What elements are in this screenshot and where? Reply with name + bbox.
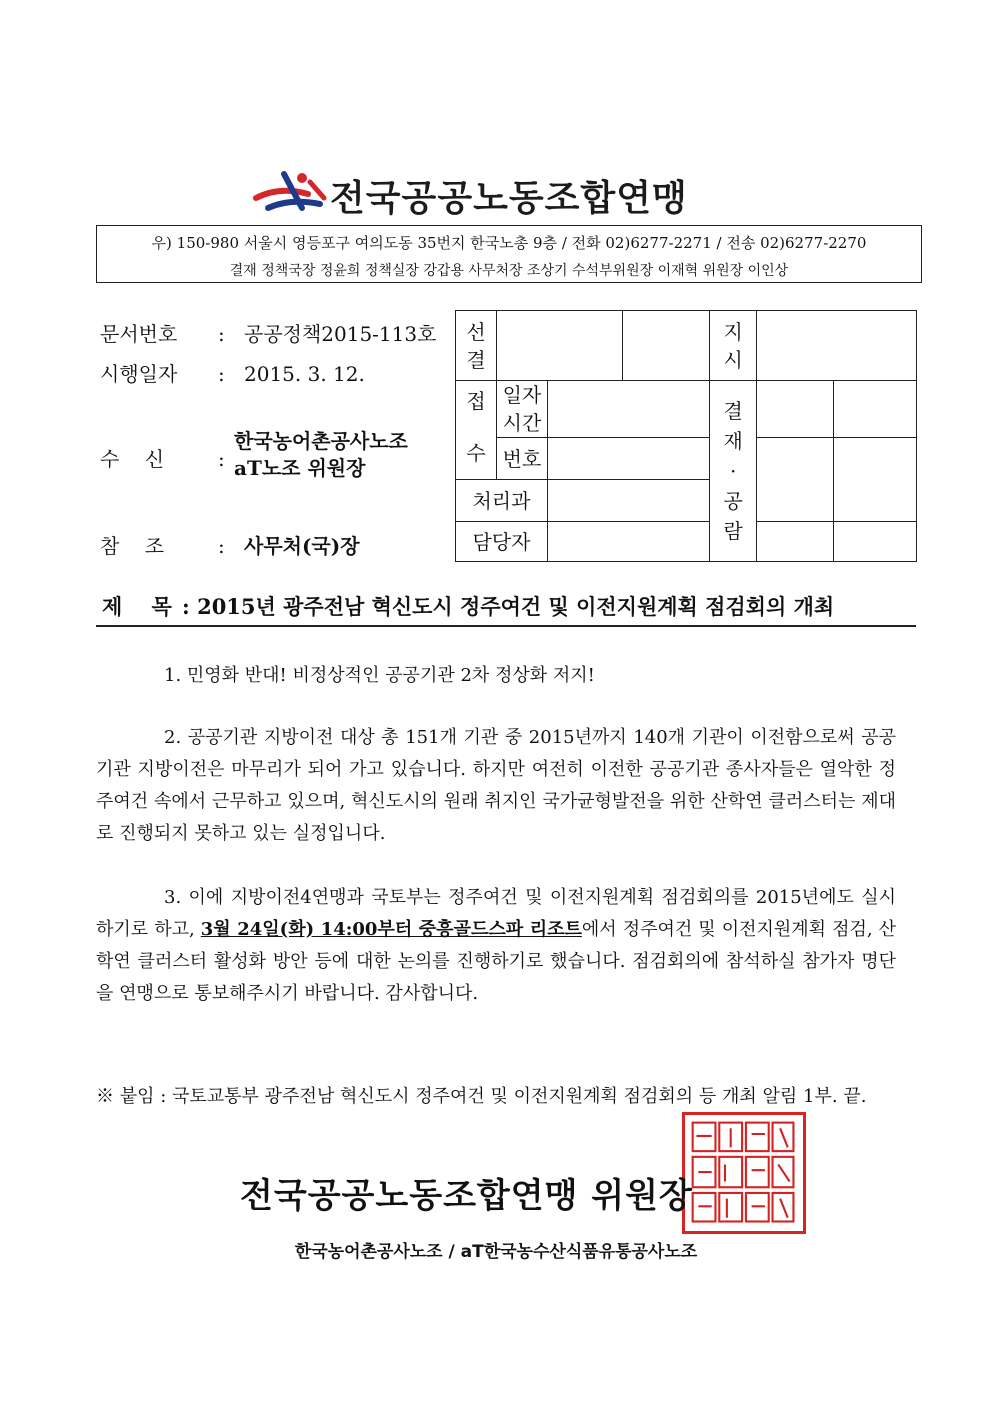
- org-logo: [250, 168, 750, 218]
- blank-cell: [834, 438, 917, 522]
- colon: :: [218, 534, 225, 558]
- reference-value: 사무처(국)장: [244, 534, 360, 558]
- blank-cell: [497, 311, 622, 381]
- blank-cell: [756, 438, 833, 522]
- approval-table: [455, 310, 917, 562]
- body-paragraph-3-start: 3. 이에 지방이전4연맹과 국토부는 정주여건 및 이전지원계획 점검회의를 2015년에도 실시하기로 하고,: [96, 887, 896, 940]
- blank-cell: [834, 522, 917, 562]
- dept-label-cell: 처리과: [456, 480, 548, 522]
- org-name-logo-text: 전국공공노동조합연맹: [330, 178, 688, 219]
- recipient-label: 수 신: [100, 447, 165, 471]
- recipient-row: [100, 443, 244, 472]
- attachment-note: ※ 붙임 : 국토교통부 광주전남 혁신도시 정주여건 및 이전지원계획 점검회의 등 개최 알림 1부. 끝.: [96, 1086, 867, 1107]
- gyeoljae-gongram-cell: 결 재 · 공 람: [710, 381, 756, 562]
- body-paragraph-1: 1. 민영화 반대! 비정상적인 공공기관 2차 정상화 저지!: [164, 665, 595, 686]
- doc-number-value: 공공정책2015-113호: [244, 322, 437, 346]
- date-label: 시행일자: [100, 362, 178, 386]
- body-paragraph-3-end: 에서 정주여건 및 이전지원계획 점검, 산학연 클러스터 활성화 방안 등에 대한 논의를 진행하기로 했습니다. 점검회의에 참석하실 참가자 명단을 연맹으로 통보해주시기 바랍니다. 감사합니다.: [96, 919, 896, 1004]
- colon: :: [218, 362, 225, 386]
- blank-cell: [756, 522, 833, 562]
- subject-line: [96, 591, 916, 627]
- date-value: 2015. 3. 12.: [244, 362, 365, 386]
- ji-si-cell: 지 시: [710, 311, 756, 381]
- blank-cell: [547, 381, 710, 438]
- body-paragraph-2: 2. 공공기관 지방이전 대상 총 151개 기관 중 2015년까지 140개 기관이 이전함으로써 공공기관 지방이전은 마무리가 되어 가고 있습니다. 하지만 여전히 이전한 공공기관 종사자들은 열악한 정주여건 속에서 근무하고 있으며, 혁신도시의 원래 취지인 국가균형발전을 위한 산학연 클러스터는 제대로 진행되지 못하고 있는 실정입니다.: [96, 727, 896, 844]
- sender-title: 전국공공노동조합연맹 위원장: [240, 1176, 693, 1216]
- body-paragraph-3: [96, 882, 896, 1010]
- blank-cell: [756, 381, 833, 438]
- person-label-cell: 담당자: [456, 522, 548, 562]
- date-row: [100, 358, 365, 387]
- doc-number-row: [100, 318, 436, 347]
- blank-cell: [547, 438, 710, 480]
- subject-label: 제 목: [102, 594, 172, 619]
- reference-row: [100, 530, 360, 559]
- cc-line: 한국농어촌공사노조 / aT한국농수산식품유통공사노조: [294, 1242, 698, 1262]
- blank-cell: [547, 522, 710, 562]
- approval-line: 결재 정책국장 정윤희 정책실장 강갑용 사무처장 조상기 수석부위원장 이재혁 위원장 이인상: [229, 263, 789, 279]
- number-label-cell: 번호: [497, 438, 548, 480]
- date-time-label-cell: 일자 시간: [497, 381, 548, 438]
- seon-gyeol-cell: 선 결: [456, 311, 497, 381]
- meeting-date-place: 3월 24일(화) 14:00부터 중흥골드스파 리조트: [200, 919, 582, 940]
- org-logo-mark-icon: [250, 168, 330, 216]
- colon: :: [218, 447, 225, 471]
- reference-label: 참 조: [100, 534, 165, 558]
- subject-text: 2015년 광주전남 혁신도시 정주여건 및 이전지원계획 점검회의 개최: [197, 594, 835, 619]
- recipient-value: [234, 428, 408, 482]
- address-line: 우) 150-980 서울시 영등포구 여의도동 35번지 한국노총 9층 / 전화 02)6277-2271 / 전송 02)6277-2270: [151, 234, 867, 252]
- recipient-line-2: aT노조 위원장: [234, 456, 366, 480]
- colon: :: [182, 594, 190, 619]
- blank-cell: [756, 311, 916, 381]
- official-seal-icon: [682, 1112, 806, 1234]
- recipient-line-1: 한국농어촌공사노조: [234, 429, 408, 453]
- blank-cell: [834, 381, 917, 438]
- blank-cell: [622, 311, 710, 381]
- colon: :: [218, 322, 225, 346]
- doc-number-label: 문서번호: [100, 322, 178, 346]
- jeop-su-cell: 접 수: [456, 381, 497, 480]
- blank-cell: [547, 480, 710, 522]
- address-box: [96, 225, 922, 283]
